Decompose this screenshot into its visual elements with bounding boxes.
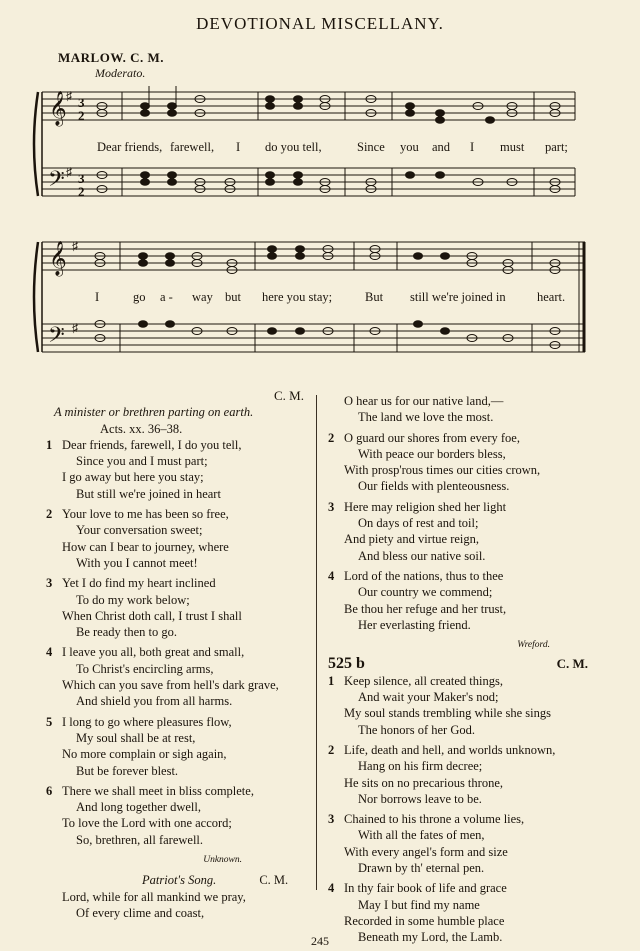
page-number: 245 — [311, 934, 329, 948]
lyric-word: go — [133, 290, 146, 304]
verse-line: Our fields with plenteousness. — [358, 479, 510, 494]
verse-line: When Christ doth call, I trust I shall — [62, 608, 242, 623]
verse-number: 4 — [328, 568, 335, 583]
lyric-word: I — [95, 290, 100, 304]
verse-line: On days of rest and toil; — [358, 516, 479, 531]
verse-text: Chained to his throne a volume lies, — [344, 812, 525, 827]
svg-text:♯: ♯ — [66, 89, 72, 103]
lyric-word: Dear friends, — [97, 140, 163, 154]
verse-line: Since you and I must part; — [76, 454, 208, 469]
lyric-word: I — [470, 140, 475, 154]
lyric-word: part; — [545, 140, 568, 154]
hymn-1 — [46, 388, 312, 925]
verse-line: With peace our borders bless, — [358, 446, 506, 461]
hymn-title: Patriot's Song. — [142, 873, 217, 888]
verse-line: Your conversation sweet; — [76, 523, 203, 538]
verse — [46, 889, 312, 922]
verse-line: To love the Lord with one accord; — [62, 816, 232, 831]
svg-text:2: 2 — [78, 184, 85, 199]
hymn-meter: C. M. — [259, 873, 289, 888]
verse-line: And bless our native soil. — [358, 548, 486, 563]
verse-text: Yet I do find my heart inclined — [62, 576, 216, 591]
verse-line: Be ready then to go. — [76, 625, 178, 640]
svg-text:𝄢: 𝄢 — [48, 323, 65, 352]
verse-line: Be thou her refuge and her trust, — [344, 601, 507, 616]
lyric-word: heart. — [537, 290, 566, 304]
verse-line: No more complain or sigh again, — [62, 747, 227, 762]
svg-text:𝄢: 𝄢 — [48, 167, 65, 196]
verse-line: To Christ's encircling arms, — [76, 661, 214, 676]
verse-line: The honors of her God. — [358, 722, 475, 737]
page-title: DEVOTIONAL MISCELLANY. — [196, 14, 444, 33]
verse-line — [328, 393, 600, 409]
verse — [46, 714, 312, 779]
verse — [46, 437, 312, 502]
verse-line: With every angel's form and size — [344, 844, 508, 859]
verse-line — [328, 811, 600, 827]
verse-list — [328, 673, 600, 946]
verse-line: My soul shall be at rest, — [76, 730, 196, 745]
verse-text: In thy fair book of life and grace — [344, 881, 507, 896]
verse-line — [46, 506, 312, 522]
verse-line: Our country we commend; — [358, 585, 493, 600]
lyric-word: must — [500, 140, 525, 154]
svg-text:3: 3 — [78, 95, 85, 110]
verse-number: 2 — [328, 430, 335, 445]
verse-line — [46, 644, 312, 660]
lyric-word: and — [432, 140, 451, 154]
lyric-word: way — [192, 290, 213, 304]
lyric-word: I — [236, 140, 241, 154]
verse-line — [46, 575, 312, 591]
verse-line: Beneath my Lord, the Lamb. — [358, 930, 503, 945]
verse-line: Which can you save from hell's dark grave, — [62, 678, 279, 693]
verse-text: Here may religion shed her light — [344, 499, 507, 514]
verse-number: 3 — [328, 499, 335, 514]
verse-line: So, brethren, all farewell. — [76, 832, 204, 847]
verse-line — [328, 742, 600, 758]
verse-text: Your love to me has been so free, — [62, 507, 229, 522]
verse — [46, 644, 312, 709]
scripture-reference: Acts. xx. 36–38. — [100, 421, 183, 436]
verse-line: Her everlasting friend. — [358, 617, 471, 632]
column-divider — [316, 395, 317, 890]
hymn-2-continued — [328, 393, 600, 950]
verse-text: Lord, while for all mankind we pray, — [62, 889, 246, 904]
verse-line: And piety and virtue reign, — [344, 532, 480, 547]
tempo-marking: Moderato. — [95, 66, 146, 80]
verse-text: Life, death and hell, and worlds unknown, — [344, 742, 556, 757]
hymn-meter: C. M. — [556, 656, 588, 672]
verse-line: And long together dwell, — [76, 800, 201, 815]
verse-text: O hear us for our native land,— — [344, 394, 504, 408]
verse-text: Keep silence, all created things, — [344, 673, 503, 688]
svg-text:𝄞: 𝄞 — [49, 242, 67, 275]
verse-line: But still we're joined in heart — [76, 486, 221, 501]
verse-line: I go away but here you stay; — [62, 470, 204, 485]
hymn-credit: Unknown. — [203, 855, 242, 866]
verse-text: There we shall meet in bliss complete, — [62, 783, 254, 798]
hymn-3-header — [328, 656, 600, 672]
verse-line — [328, 499, 600, 515]
verse-line: With all the fates of men, — [358, 828, 485, 843]
lyric-word: but — [225, 290, 241, 304]
verse-number: 1 — [328, 673, 335, 688]
lyric-word: Since — [357, 140, 385, 154]
lyric-word: do you tell, — [265, 140, 322, 154]
verse-number: 1 — [46, 437, 53, 452]
verse-line: With prosp'rous times our cities crown, — [344, 463, 541, 478]
verse-line: But be forever blest. — [76, 763, 179, 778]
hymn-number: 525 b — [328, 655, 365, 673]
verse — [328, 499, 600, 564]
verse-line: Of every clime and coast, — [76, 905, 205, 920]
verse — [328, 430, 600, 495]
verse-first — [46, 889, 312, 922]
verse-line — [46, 889, 312, 905]
verse-line: Drawn by th' eternal pen. — [358, 861, 485, 876]
verse-line: He sits on no precarious throne, — [344, 775, 503, 790]
verse-line: May I but find my name — [358, 897, 480, 912]
verse-text: O guard our shores from every foe, — [344, 430, 520, 445]
verse-number: 2 — [328, 742, 335, 757]
verse-line: Recorded in some humble place — [344, 913, 505, 928]
verse-line: And wait your Maker's nod; — [358, 690, 499, 705]
verse-line — [46, 437, 312, 453]
tune-title: MARLOW. C. M. — [58, 50, 165, 65]
verse-line: Nor borrows leave to be. — [358, 791, 482, 806]
verse — [46, 575, 312, 640]
hymn-title: A minister or brethren parting on earth. — [54, 405, 254, 420]
lyric-word: you — [400, 140, 419, 154]
verse-text: Lord of the nations, thus to thee — [344, 568, 504, 583]
svg-text:♯: ♯ — [72, 321, 78, 335]
svg-text:3: 3 — [78, 171, 85, 186]
lyric-word: a - — [160, 290, 173, 304]
verse-line — [328, 430, 600, 446]
verse-line — [46, 783, 312, 799]
verse-line: To do my work below; — [76, 592, 190, 607]
verse — [328, 673, 600, 738]
svg-text:♯: ♯ — [66, 165, 72, 179]
verse-line — [46, 714, 312, 730]
verse-line — [328, 880, 600, 896]
verse — [328, 742, 600, 807]
verse-number: 6 — [46, 783, 53, 798]
verse-line: With you I cannot meet! — [76, 555, 198, 570]
verse-line: The land we love the most. — [358, 410, 494, 425]
hymn-credit: Wreford. — [517, 640, 550, 651]
hymn-meter: C. M. — [274, 388, 304, 403]
verse — [328, 811, 600, 876]
lyric-word: But — [365, 290, 384, 304]
lyric-word: still we're joined in — [410, 290, 506, 304]
verse — [328, 568, 600, 633]
verse-line: My soul stands trembling while she sings — [344, 706, 551, 721]
verse-number: 3 — [328, 812, 335, 827]
verse — [46, 506, 312, 571]
verse-number: 5 — [46, 714, 53, 729]
svg-text:2: 2 — [78, 108, 85, 123]
lyric-word: here you stay; — [262, 290, 333, 304]
verse-number: 3 — [46, 576, 53, 591]
verse — [328, 393, 600, 426]
verse-number: 4 — [46, 645, 53, 660]
svg-text:𝄞: 𝄞 — [49, 92, 67, 125]
verse-text: Dear friends, farewell, I do you tell, — [62, 437, 242, 452]
verse — [46, 783, 312, 848]
patriot-song-header — [46, 872, 312, 888]
verse-text: I long to go where pleasures flow, — [62, 714, 232, 729]
verse-text: I leave you all, both great and small, — [62, 645, 245, 660]
verse-list — [46, 437, 312, 848]
verse-line — [328, 568, 600, 584]
lyric-word: farewell, — [170, 140, 215, 154]
verse-list — [328, 393, 600, 633]
verse-line: And shield you from all harms. — [76, 694, 233, 709]
verse-number: 4 — [328, 881, 335, 896]
svg-text:♯: ♯ — [72, 239, 78, 253]
verse-line: How can I bear to journey, where — [62, 539, 229, 554]
verse-line — [328, 673, 600, 689]
verse-number: 2 — [46, 507, 53, 522]
verse-line: Hang on his firm decree; — [358, 759, 483, 774]
